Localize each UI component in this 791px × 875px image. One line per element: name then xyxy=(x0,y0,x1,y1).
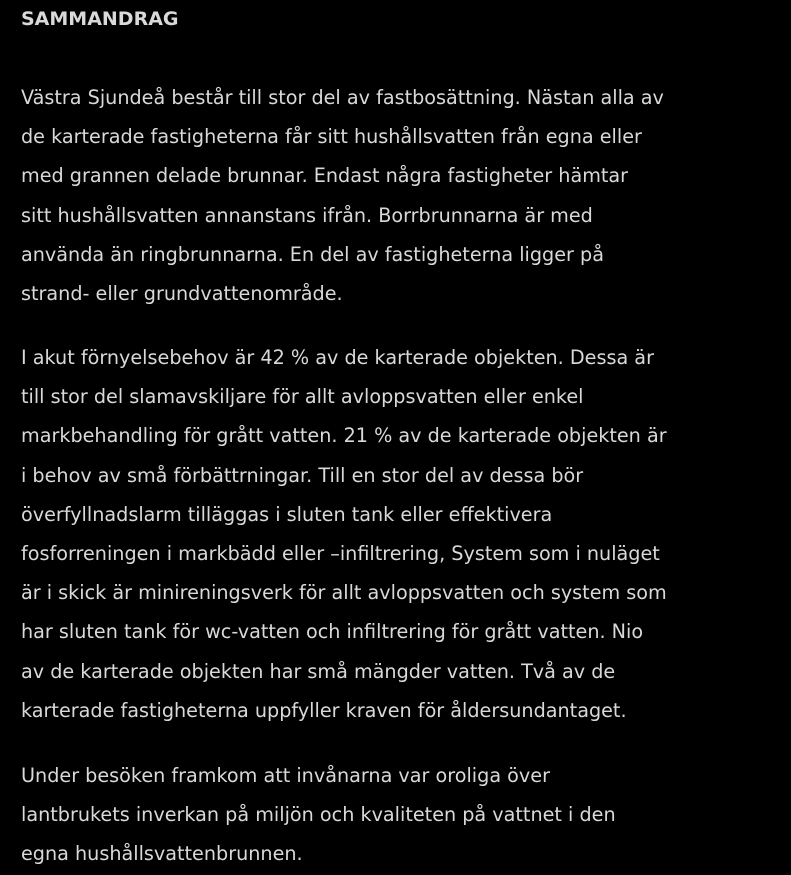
text-line: de karterade fastigheterna får sitt hushållsvatten från egna eller xyxy=(21,125,642,149)
text-line: markbehandling för grått vatten. 21 % av de karterade objekten är xyxy=(21,424,667,448)
text-line: har sluten tank för wc-vatten och infiltrering för grått vatten. Nio xyxy=(21,620,644,644)
paragraph-3 xyxy=(21,756,616,874)
text-line: karterade fastigheterna uppfyller kraven för åldersundantaget. xyxy=(21,698,627,722)
paragraph-2 xyxy=(21,338,667,730)
text-line: egna hushållsvattenbrunnen. xyxy=(21,842,303,866)
summary-section xyxy=(21,0,781,866)
text-line: i behov av små förbättrningar. Till en stor del av dessa bör xyxy=(21,463,584,487)
text-line: till stor del slamavskiljare för allt avloppsvatten eller enkel xyxy=(21,385,584,409)
text-line: Västra Sjundeå består till stor del av fastbosättning. Nästan alla av xyxy=(21,86,664,109)
text-line: lantbrukets inverkan på miljön och kvaliteten på vattnet i den xyxy=(21,803,616,827)
text-line: sitt hushållsvatten annanstans ifrån. Borrbrunnarna är med xyxy=(21,203,593,227)
section-heading: SAMMANDRAG xyxy=(21,8,179,30)
text-line: strand- eller grundvattenområde. xyxy=(21,281,343,305)
text-line: är i skick är minireningsverk för allt avloppsvatten och system som xyxy=(21,581,667,605)
text-line: med grannen delade brunnar. Endast några fastigheter hämtar xyxy=(21,164,629,188)
text-line: överfyllnadslarm tilläggas i sluten tank eller effektivera xyxy=(21,502,553,526)
text-line: fosforreningen i markbädd eller –infiltrering, System som i nuläget xyxy=(21,541,660,565)
text-line: Under besöken framkom att invånarna var oroliga över xyxy=(21,764,550,787)
paragraph-1 xyxy=(21,78,664,313)
text-line: använda än ringbrunnarna. En del av fastigheterna ligger på xyxy=(21,242,604,266)
text-line: av de karterade objekten har små mängder vatten. Två av de xyxy=(21,659,616,683)
text-line: I akut förnyelsebehov är 42 % av de karterade objekten. Dessa är xyxy=(21,346,654,369)
